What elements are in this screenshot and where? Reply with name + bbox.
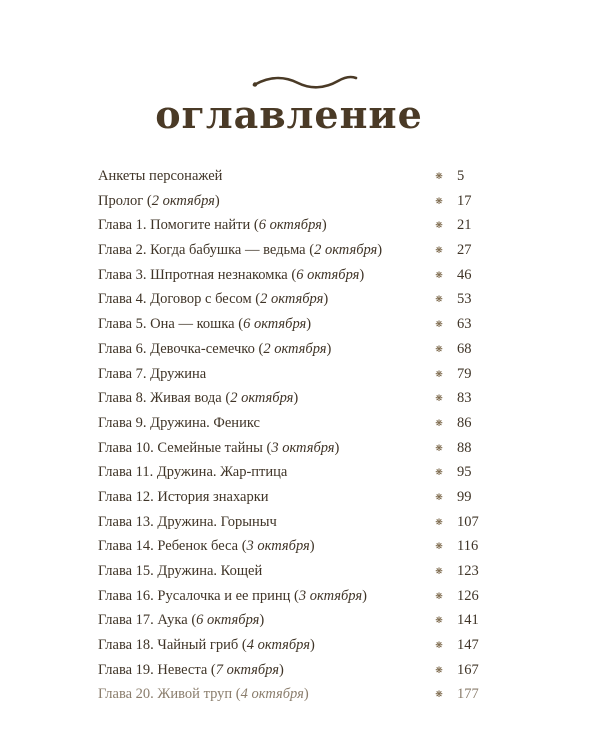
toc-entry-date-wrap: (3 октября): [262, 439, 340, 456]
toc-entry-page-number: 21: [457, 217, 472, 234]
flower-bullet-icon: ❋: [435, 195, 443, 206]
toc-entry-chapter: Глава 14. Ребенок беса: [98, 538, 239, 555]
toc-entry-page-number: 17: [457, 192, 472, 209]
flower-bullet-icon: ❋: [435, 491, 443, 502]
toc-entry[interactable]: [0, 658, 600, 683]
toc-entry-date: 6 октября: [296, 266, 360, 283]
toc-entry-chapter: Глава 7. Дружина: [98, 365, 207, 382]
toc-entry-page-number: 27: [457, 242, 472, 259]
toc-entry-chapter: Глава 19. Невеста: [98, 661, 208, 678]
flower-bullet-icon: ❋: [435, 245, 443, 256]
toc-entry-page-number: 5: [457, 168, 465, 184]
toc-entry[interactable]: [0, 436, 600, 461]
toc-entry-chapter: Глава 9. Дружина. Феникс: [98, 414, 260, 431]
toc-entry-page-number: 79: [457, 365, 472, 382]
toc-entry-title: [98, 658, 284, 683]
toc-entry-title: [98, 436, 339, 461]
toc-entry-title: [98, 411, 260, 436]
toc-entry-title: [98, 263, 364, 288]
toc-entry-date: 2 октября: [314, 242, 378, 259]
toc-entry[interactable]: [0, 164, 600, 189]
toc-entry-page-number: 141: [457, 612, 479, 629]
toc-entry-page-number: 123: [457, 563, 479, 579]
toc-entry-page-number: 95: [457, 464, 472, 481]
toc-entry-title: [98, 534, 315, 559]
flower-bullet-icon: ❋: [435, 541, 443, 552]
toc-entry[interactable]: [0, 584, 600, 609]
toc-entry-title: [98, 362, 206, 387]
toc-entry-chapter: Глава 13. Дружина. Горыныч: [98, 513, 277, 530]
flower-bullet-icon: ❋: [435, 220, 443, 231]
toc-entry[interactable]: [0, 213, 600, 238]
toc-entry-title: [98, 485, 269, 510]
toc-entry-date: 2 октября: [263, 340, 327, 357]
flower-bullet-icon: ❋: [435, 467, 443, 478]
toc-entry[interactable]: [0, 633, 600, 658]
toc-entry-date-wrap: (3 октября): [238, 538, 315, 555]
toc-entry-title: [98, 213, 327, 238]
flower-bullet-icon: ❋: [435, 393, 443, 404]
flower-bullet-icon: ❋: [435, 442, 443, 453]
toc-entry-title: [98, 164, 222, 189]
toc-entry[interactable]: [0, 460, 600, 485]
toc-entry-page-number: 63: [457, 316, 472, 333]
toc-entry-chapter: Пролог: [98, 192, 144, 209]
toc-entry-page-number: 46: [457, 266, 472, 283]
toc-entry-date-wrap: (4 октября): [238, 637, 315, 654]
flower-bullet-icon: ❋: [435, 417, 443, 428]
toc-entry-date: 2 октября: [151, 192, 215, 209]
toc-entry[interactable]: [0, 411, 600, 436]
toc-entry-title: [98, 608, 264, 633]
toc-entry-date-wrap: (2 октября): [143, 192, 220, 209]
toc-entry-chapter: Глава 1. Помогите найти: [98, 217, 251, 234]
toc-entry-title: [98, 559, 262, 584]
toc-entry-date: 3 октября: [246, 538, 310, 555]
page-title: оглавление: [155, 92, 423, 137]
toc-entry-date-wrap: (6 октября): [234, 316, 312, 333]
toc-entry-date: 6 октября: [196, 612, 260, 629]
flower-bullet-icon: ❋: [435, 664, 443, 675]
toc-entry[interactable]: [0, 608, 600, 633]
flower-bullet-icon: ❋: [435, 269, 443, 280]
toc-entry-title: [98, 337, 331, 362]
toc-entry-date: 3 октября: [271, 439, 335, 456]
toc-entry[interactable]: [0, 559, 600, 584]
toc-entry-date-wrap: (6 октября): [187, 612, 265, 629]
flower-bullet-icon: ❋: [435, 171, 443, 181]
toc-entry-page-number: 147: [457, 637, 479, 654]
flower-bullet-icon: ❋: [435, 516, 443, 527]
toc-entry-title: [98, 460, 287, 485]
toc-entry-date: 6 октября: [243, 316, 307, 333]
toc-entry-chapter: Глава 12. История знахарки: [98, 488, 269, 505]
toc-entry[interactable]: [0, 510, 600, 535]
toc-entry-date-wrap: (6 октября): [250, 217, 327, 234]
flower-bullet-icon: ❋: [435, 640, 443, 651]
toc-entry-chapter: Глава 18. Чайный гриб: [98, 637, 239, 654]
toc-entry-chapter: Глава 6. Девочка-семечко: [98, 340, 255, 357]
toc-entry-chapter: Глава 3. Шпротная незнакомка: [98, 266, 288, 283]
flower-bullet-icon: ❋: [435, 368, 443, 379]
toc-entry-chapter: Глава 5. Она — кошка: [98, 316, 235, 333]
toc-entry-date-wrap: (4 октября): [232, 686, 309, 703]
flower-bullet-icon: ❋: [435, 590, 443, 601]
toc-entry-date: 2 октября: [230, 390, 294, 407]
toc-entry-title: [98, 633, 315, 658]
toc-entry-page-number: 53: [457, 291, 472, 308]
toc-entry-page-number: 86: [457, 414, 472, 431]
toc-entry-date: 6 октября: [258, 217, 322, 234]
toc-entry-page-number: 88: [457, 439, 472, 456]
toc-entry[interactable]: [0, 362, 600, 387]
toc-entry-chapter: Глава 20. Живой труп: [98, 686, 233, 703]
flourish-ornament-icon: [250, 72, 360, 92]
toc-entry-chapter: Глава 16. Русалочка и ее принц: [98, 587, 291, 604]
toc-entry-date-wrap: (2 октября): [251, 291, 329, 308]
flower-bullet-icon: ❋: [435, 343, 443, 354]
toc-list: [0, 164, 600, 707]
toc-entry[interactable]: [0, 337, 600, 362]
toc-entry[interactable]: [0, 534, 600, 559]
toc-entry-page-number: 116: [457, 538, 479, 555]
toc-entry-page-number: 107: [457, 513, 479, 530]
toc-entry-date-wrap: (7 октября): [207, 661, 284, 678]
toc-entry-page-number: 177: [457, 686, 479, 703]
toc-entry[interactable]: [0, 485, 600, 510]
toc-entry-title: [98, 287, 328, 312]
flower-bullet-icon: ❋: [435, 319, 443, 330]
toc-entry-date-wrap: (3 октября): [290, 587, 367, 604]
toc-entry-chapter: Глава 4. Договор с бесом: [98, 291, 252, 308]
toc-entry[interactable]: [0, 189, 600, 214]
toc-entry-page-number: 68: [457, 340, 472, 357]
toc-entry[interactable]: [0, 682, 600, 707]
toc-entry-date-wrap: (2 октября): [305, 242, 383, 259]
toc-entry-title: [98, 189, 220, 214]
toc-entry-chapter: Глава 17. Аука: [98, 612, 188, 629]
toc-entry-date: 7 октября: [215, 661, 279, 678]
toc-entry-chapter: Глава 15. Дружина. Кощей: [98, 563, 263, 579]
toc-entry-page-number: 126: [457, 587, 479, 604]
toc-entry-date: 3 октября: [298, 587, 363, 604]
toc-entry-chapter: Глава 11. Дружина. Жар-птица: [98, 464, 288, 481]
toc-entry-date: 4 октября: [240, 686, 304, 703]
toc-entry-page-number: 167: [457, 661, 479, 678]
toc-entry[interactable]: [0, 238, 600, 263]
toc-entry-chapter: Глава 2. Когда бабушка — ведьма: [98, 242, 306, 259]
flower-bullet-icon: ❋: [435, 566, 443, 576]
toc-entry-date: 2 октября: [260, 291, 324, 308]
toc-entry-date-wrap: (6 октября): [287, 266, 365, 283]
toc-entry-title: [98, 510, 277, 535]
toc-entry-title: [98, 682, 309, 707]
toc-entry-chapter: Глава 8. Живая вода: [98, 390, 222, 407]
toc-entry-date: 4 октября: [246, 637, 310, 654]
toc-entry[interactable]: [0, 263, 600, 288]
toc-entry[interactable]: [0, 312, 600, 337]
toc-entry-title: [98, 584, 367, 609]
flower-bullet-icon: ❋: [435, 689, 443, 700]
toc-entry-page-number: 83: [457, 390, 472, 407]
toc-entry-page-number: 99: [457, 488, 472, 505]
toc-entry-date-wrap: (2 октября): [254, 340, 332, 357]
toc-entry-chapter: Глава 10. Семейные тайны: [98, 439, 263, 456]
flower-bullet-icon: ❋: [435, 615, 443, 626]
toc-entry-title: [98, 386, 298, 411]
toc-entry[interactable]: [0, 386, 600, 411]
toc-entry[interactable]: [0, 287, 600, 312]
toc-entry-date-wrap: (2 октября): [221, 390, 299, 407]
flower-bullet-icon: ❋: [435, 294, 443, 305]
toc-entry-chapter: Анкеты персонажей: [98, 168, 223, 184]
toc-entry-title: [98, 312, 311, 337]
toc-entry-title: [98, 238, 382, 263]
